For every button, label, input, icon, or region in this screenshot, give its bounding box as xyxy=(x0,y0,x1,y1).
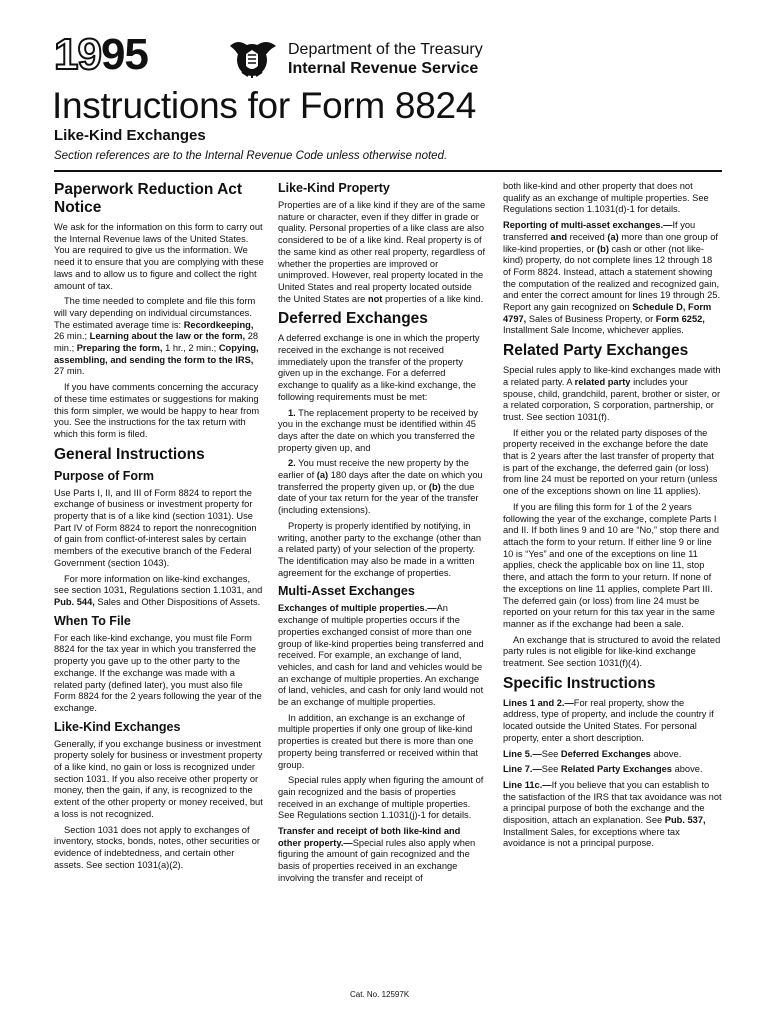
heading-general-instructions: General Instructions xyxy=(54,445,205,463)
text-run: The replacement property to be received by you in the exchange must be identified within 45 days after the date on which you transferred the property given up, and xyxy=(278,407,479,453)
text-run: For more information on like-kind exchanges, see section 1031, Regulations section 1.1031, and xyxy=(54,573,263,596)
run-in-heading: Reporting of multi-asset exchanges.— xyxy=(503,220,673,231)
paragraph-time-estimate xyxy=(54,296,265,378)
text-run: Installment Sales, for exceptions where tax avoidance is not a principal purpose. xyxy=(503,826,680,849)
agency-line-2: Internal Revenue Service xyxy=(288,60,479,77)
page-subtitle: Like-Kind Exchanges xyxy=(54,127,206,144)
text-run: above. xyxy=(650,748,682,759)
paragraph: In addition, an exchange is an exchange of multiple properties if only one group of like-kind properties is created but there is more than one property being transferred or received within that group. xyxy=(278,712,478,770)
header-divider xyxy=(54,170,722,172)
paragraph: An exchange that is structured to avoid the related party rules is not eligible for like-kind exchange treatment. See section 1031(f)(4). xyxy=(503,634,721,669)
column-1 xyxy=(54,181,265,875)
paragraph: both like-kind and other property that does not qualify as an exchange of multiple properties. See Regulations section 1.1031(d)-1 for details. xyxy=(503,181,709,215)
catalog-number: Cat. No. 12597K xyxy=(350,990,410,999)
paragraph: A deferred exchange is one in which the property received in the exchange is not received immediately upon the transfer of the property given up in the exchange. For a deferred exchange to qualify as a like-kind exchange, the following requirements must be met: xyxy=(278,333,480,402)
heading-like-kind-exchanges: Like-Kind Exchanges xyxy=(54,719,181,734)
text-run: If you transferred xyxy=(503,220,696,242)
item-number: 2. xyxy=(288,458,296,469)
bold-run: Related Party Exchanges xyxy=(560,764,672,775)
text-run: Installment Sale Income, whichever applies. xyxy=(503,325,684,336)
agency-name xyxy=(288,40,483,78)
column-2 xyxy=(278,181,486,889)
text-run: Sales and Other Dispositions of Assets. xyxy=(94,596,261,607)
text-run: 1 hr., 2 min.; xyxy=(162,343,219,354)
text-run: includes your spouse, child, grandchild, parent, brother or sister, or a related corporation, S corporation, partnership, or trust. See section 1031(f). xyxy=(503,376,721,422)
run-in-heading: Exchanges of multiple properties.— xyxy=(278,603,437,614)
paragraph: Section 1031 does not apply to exchanges of inventory, stocks, bonds, notes, other securities or evidence of indebtedness, and certain other assets. See section 1031(a)(2). xyxy=(54,824,261,870)
text-run: 27 min. xyxy=(54,366,85,377)
bold-run: Learning about the law or the form, xyxy=(89,331,246,342)
page-title: Instructions for Form 8824 xyxy=(52,85,477,126)
item-number: 1. xyxy=(288,407,296,418)
text-run: Special rules apply to like-kind exchanges made with a related party. A xyxy=(503,365,721,387)
numbered-requirement-1 xyxy=(278,408,486,455)
text-run: properties of a like kind. xyxy=(382,293,484,304)
bold-run: and xyxy=(550,231,568,242)
paragraph xyxy=(278,200,486,305)
text-run: See xyxy=(541,764,561,775)
paragraph xyxy=(278,603,486,708)
text-run: If you believe that you can establish to the satisfaction of the IRS that tax avoidance was not a principal purpose of both the exchange and the disposition, attach an explanation. See xyxy=(503,779,722,826)
paragraph-more-info xyxy=(54,574,265,609)
heading-paperwork-reduction: Paperwork Reduction Act Notice xyxy=(54,181,243,216)
paragraph: We ask for the information on this form to carry out the Internal Revenue laws of the United States. You are required to give us the information. We need it to ensure that you are complying with these laws and to allow us to figure and collect the right amount of tax. xyxy=(54,222,264,291)
run-in-heading: Line 11c.— xyxy=(503,779,552,790)
tax-year-outline-digits: 19 xyxy=(54,30,101,79)
text-run: above. xyxy=(671,764,703,775)
paragraph: If either you or the related party disposes of the property received in the exchange before the date that is 2 years after the last transfer of property that is part of the exchange, the deferred gain (or loss) from line 24 must be reported on your return (unless one of the exceptions shown on line 11 applies). xyxy=(503,427,718,497)
bold-run: not xyxy=(367,293,383,304)
heading-related-party-exchanges: Related Party Exchanges xyxy=(503,342,689,360)
paragraph: Property is properly identified by notifying, in writing, another party to the exchange (other than a related party) of your selection of the property. The identification may also be made in a written agreement for the exchange of properties. xyxy=(278,520,482,578)
bold-run: (b) xyxy=(428,481,441,492)
bold-run: Schedule D, Form 4797, xyxy=(503,302,712,324)
text-run: cash or other (not like-kind) property, do not complete lines 12 through 18 of Form 8824. Instead, attach a statement showing the computation of the realized and recognized gain, and enter the correct amount for lines 19 through 25. Report any gain recognized on xyxy=(503,243,721,313)
bold-run: (a) xyxy=(316,470,329,481)
bold-run: Deferred Exchanges xyxy=(560,748,651,759)
text-run: Special rules also apply when figuring the amount of gain recognized and the basis of properties received in an exchange involving the transfer and receipt of xyxy=(278,837,476,883)
paragraph-line-5 xyxy=(503,749,722,761)
text-run: For real property, show the address, type of property, and include the country if located outside the United States. For personal property, enter a short description. xyxy=(503,697,714,743)
bold-run: Form 6252, xyxy=(655,313,705,324)
text-run: The time needed to complete and file this form will vary depending on individual circumstances. The estimated average time is: xyxy=(54,296,256,330)
paragraph: If you have comments concerning the accuracy of these time estimates or suggestions for making this form simpler, we would be happy to hear from you. See the instructions for the tax return with which this form is filed. xyxy=(54,382,260,439)
paragraph-reporting xyxy=(503,220,722,337)
bold-run: (b) xyxy=(597,243,609,254)
bold-run: Recordkeeping, xyxy=(183,319,254,330)
bold-run: Pub. 537, xyxy=(664,815,706,826)
text-run: received xyxy=(567,231,608,242)
paragraph: Use Parts I, II, and III of Form 8824 to report the exchange of business or investment property for property that is of a like kind (section 1031). Use Part IV of Form 8824 to report the nonrecognition of gain from conflict-of-interest sales by certain members of the executive branch of the Federal Government (section 1043). xyxy=(54,487,257,568)
paragraph-line-11c xyxy=(503,780,722,850)
text-run: Sales of Business Property, or xyxy=(526,313,656,324)
run-in-heading: Line 5.— xyxy=(503,748,542,759)
heading-like-kind-property: Like-Kind Property xyxy=(278,181,390,195)
section-reference-note: Section references are to the Internal Revenue Code unless otherwise noted. xyxy=(54,150,448,162)
heading-specific-instructions: Specific Instructions xyxy=(503,674,656,692)
run-in-heading: Lines 1 and 2.— xyxy=(503,697,574,708)
text-run: See xyxy=(541,748,561,759)
heading-when-to-file: When To File xyxy=(54,613,131,628)
tax-year xyxy=(54,30,148,79)
paragraph-lines-1-2 xyxy=(503,698,722,745)
text-run: 26 min.; xyxy=(54,331,90,342)
numbered-requirement-2 xyxy=(278,458,486,517)
text-run: more than one group of like-kind properties, or xyxy=(503,231,718,254)
bold-run: (a) xyxy=(607,231,619,242)
text-run: An exchange of multiple properties occurs if the properties exchanged consist of more than one group of like-kind properties being transferred and received. For example, an exchange of land, vehicles, and cash for land and vehicles would be an exchange of multiple properties. An exchange of land, vehicles, and cash for only land would not be an exchange of multiple properties. xyxy=(278,603,484,708)
paragraph xyxy=(278,826,486,885)
run-in-heading: Transfer and receipt of both like-kind and other property.— xyxy=(278,826,461,848)
tax-year-solid-digits: 95 xyxy=(100,30,148,79)
text-run: You must receive the new property by the earlier of xyxy=(278,458,469,481)
irs-eagle-seal-icon xyxy=(228,36,278,78)
text-run: 28 min.; xyxy=(54,331,259,354)
heading-purpose-of-form: Purpose of Form xyxy=(54,468,155,483)
heading-deferred-exchanges: Deferred Exchanges xyxy=(278,310,428,328)
agency-line-1: Department of the Treasury xyxy=(288,41,483,58)
bold-run: Pub. 544, xyxy=(54,596,95,607)
paragraph: For each like-kind exchange, you must file Form 8824 for the tax year in which you transferred the property you gave up to the other party to the exchange. If the exchange was made with a related party (defined later), you must also file Form 8824 for the 2 years following the year of the exchange. xyxy=(54,632,262,713)
paragraph: If you are filing this form for 1 of the 2 years following the year of the exchange, complete Parts I and II. If both lines 9 and 10 are “No,” stop there and attach the form to your return. If either line 9 or line 10 is “Yes” and one of the exceptions on line 11 applies, check the applicable box on line 11, stop there, and attach the form to your return. If none of the exceptions on line 11 applies, complete Part III. The deferred gain (or loss) from line 24 must be reported on your return for this tax year in the same manner as if the exchange had been a sale. xyxy=(503,501,720,629)
text-run: 180 days after the date on which you transferred the property given up, or xyxy=(278,470,483,492)
paragraph: Generally, if you exchange business or investment property solely for business or investment property of a like kind, no gain or loss is recognized under section 1031. If you also receive other property or money, then the gain, if any, is recognized to the extent of the other property or money received, but a loss is not recognized. xyxy=(54,738,263,819)
text-run: Properties are of a like kind if they are of the same nature or character, even if they differ in grade or quality. Personal properties of a like class are also considered to be of a like kind. Real property is of the same kind as other real property, regardless of whether the properties are improved or unimproved. However, real property located in the United States and real property located outside the United States are xyxy=(278,200,486,304)
text-run: the due date of your tax return for the year of the transfer (including extensions). xyxy=(278,481,479,516)
paragraph: Special rules apply when figuring the amount of gain recognized and the basis of properties received in an exchange of multiple properties. See Regulations section 1.1031(j)-1 for details. xyxy=(278,775,484,821)
column-3 xyxy=(503,181,722,854)
bold-run: Copying, assembling, and sending the form to the IRS, xyxy=(54,343,259,365)
heading-multi-asset-exchanges: Multi-Asset Exchanges xyxy=(278,584,415,599)
paragraph-line-7 xyxy=(503,764,722,776)
bold-run: Preparing the form, xyxy=(76,343,163,354)
bold-run: related party xyxy=(574,376,631,387)
paragraph xyxy=(503,365,722,424)
run-in-heading: Line 7.— xyxy=(503,764,542,775)
